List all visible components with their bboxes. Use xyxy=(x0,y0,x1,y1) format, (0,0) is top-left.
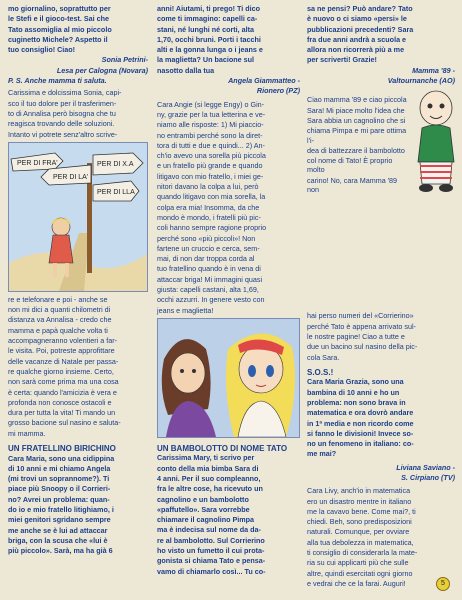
text-line: ma è indecisa sul nome da da- xyxy=(157,525,261,535)
text-line: le nostre pagine! Ciao a tutte e xyxy=(307,331,405,341)
sign-label: PER DI LA' xyxy=(53,173,89,181)
text-line: Intanto vi potrete senz'altro scrive- xyxy=(8,129,118,139)
text-line: ria su cui applicarti più che sulle xyxy=(307,558,409,568)
text-line: chiamare il cagnolino Pimpa xyxy=(157,515,255,525)
text-line: fra le altre cose, ha ricevuto un xyxy=(157,484,263,494)
text-line: ho visto un fumetto il cui prota- xyxy=(157,546,265,556)
text-line: mo giornalino, soprattutto per xyxy=(8,4,111,13)
text-line: 4 anni. Per il suo compleanno, xyxy=(157,474,261,483)
text-line: mi mamma. xyxy=(8,428,46,438)
sign-label: PER DI LLA xyxy=(97,188,135,196)
signature-name: Mamma '89 - xyxy=(412,65,455,75)
text-line: conto della mia bimba Sara di xyxy=(157,463,259,473)
text-line: pubblicazioni precedenti? Sara xyxy=(307,24,414,34)
text-line: jeans e maglietta! xyxy=(157,305,214,315)
reply-mamma89 xyxy=(307,95,407,194)
text-line: Carissima Mary, ti scrivo per xyxy=(157,453,255,463)
text-line: più piccolo». Sarà, ma ha già 6 xyxy=(8,546,113,556)
text-line: niamo alle risposte: 1) Mi piaccio- xyxy=(157,120,264,130)
text-line: reagisca trovando delle soluzioni. xyxy=(8,119,115,129)
text-line: sa ne pensi? Può andare? Tato xyxy=(307,4,413,13)
text-line: tora di tutti e due e quindi... 2) An- xyxy=(157,140,265,150)
text-line: Sara abbia un cagnolino che si xyxy=(307,115,406,125)
text-line: profonda non conosce ostacoli e xyxy=(8,397,112,407)
text-line: ny, grazie per la tua letterina e ve- xyxy=(157,109,266,119)
letter-angela xyxy=(8,454,148,556)
sign-label: PER DI FRA' xyxy=(17,159,58,167)
text-line: ch'io avevo una sorella più piccola xyxy=(157,151,266,161)
text-line: dea di battezzare il bambolotto xyxy=(307,145,405,155)
text-line: di 10 anni e mi chiamo Angela xyxy=(8,463,111,473)
text-line: e vedrai che ce la farai. Auguri! xyxy=(307,578,406,588)
signature-name: Liviana Saviano - xyxy=(396,462,455,472)
text-line: quando litigavo con mia sorella, la xyxy=(157,192,266,202)
signature-place: Lesa per Calogna (Novara) xyxy=(56,65,148,75)
reply-sonia xyxy=(8,88,148,138)
text-line: chiama Pimpa e mi pare ottima l'i- xyxy=(307,126,407,145)
text-line: mai, di non dar troppa corda al xyxy=(157,254,255,264)
text-line: Carissima e dolcissima Sonia, capi- xyxy=(8,88,122,98)
text-line: stani, né lunghi né corti, alta xyxy=(157,24,255,34)
reply-liviana xyxy=(307,486,455,588)
text-line: Cara Livy, anch'io in matematica xyxy=(307,486,411,496)
text-line: re al bambolotto. Sul Corrierino xyxy=(157,535,265,545)
column-2 xyxy=(157,4,300,577)
text-line: tuo consiglio! Ciao! xyxy=(8,45,76,55)
text-line: distanza va Annalisa - credo che xyxy=(8,315,112,325)
text-line: altre, quindi esercitati ogni giorno xyxy=(307,568,413,578)
text-line: Cara Maria Grazia, sono una xyxy=(307,377,404,387)
text-line: piace più Snoopy o il Corrieri- xyxy=(8,484,111,494)
text-line: delle vacanze di Natale per passa- xyxy=(8,356,119,366)
text-line: cagnolino e un bambolotto xyxy=(157,494,249,504)
text-line: me anche se è lui ad attaccar xyxy=(8,525,108,535)
text-line: litigavo con mio fratello, i miei ge- xyxy=(157,171,264,181)
text-line: fartene un cruccio e cerca, sem- xyxy=(157,243,260,253)
text-line: fra due anni andrà a scuola e xyxy=(307,34,407,44)
text-line: bambina di 10 anni e ho un xyxy=(307,387,400,397)
text-line: ti consiglio di considerarla la mate- xyxy=(307,548,418,558)
text-line: hai perso numeri del «Corrierino» xyxy=(307,311,414,321)
signature-place: Valtournanche (AO) xyxy=(387,76,455,86)
tato-character-illustration xyxy=(412,88,460,194)
text-line: naturali. Comunque, per ovviare xyxy=(307,527,410,537)
text-line: è certa: quando l'amicizia è vera e xyxy=(8,387,117,397)
text-line: gonista si chiama Tato e pensa- xyxy=(157,556,266,566)
text-line: cola Sara. xyxy=(307,352,340,362)
text-line: nasotto dalla tua xyxy=(157,65,215,75)
text-line: anni! Aiutami, ti prego! Ti dico xyxy=(157,4,261,13)
text-line: attaccar briga! Mi immagini quasi xyxy=(157,274,263,284)
postscript: P. S. Anche mamma ti saluta. xyxy=(8,76,107,86)
text-line: sco il tuo dolore per il trasferimen- xyxy=(8,98,117,108)
text-line: Ciao mamma '89 e ciao piccola xyxy=(307,95,407,105)
text-line: briga, con la scusa che «lui è xyxy=(8,535,108,545)
letter-mamma89-continued xyxy=(307,4,455,65)
letter-angela-continued xyxy=(157,4,300,75)
text-line: problema: non sono brava in xyxy=(307,397,406,407)
text-line: vamo di chiamarlo così... Tu co- xyxy=(157,566,266,576)
signpost-illustration xyxy=(8,142,148,292)
text-line: accompagneranno volentieri a far- xyxy=(8,336,118,346)
text-line: grosso bacione sul nasino e saluta- xyxy=(8,418,121,428)
signature-place: Rionero (PZ) xyxy=(256,86,300,96)
text-line: due un bacino sul nasino della pic- xyxy=(307,342,418,352)
text-line: to di Annalisa però bisogna che tu xyxy=(8,108,116,118)
text-line: no? Avrei un problema: quan- xyxy=(8,494,110,504)
sign-label: PER DI X.A xyxy=(97,160,134,168)
text-line: ero un disastro mentre in italiano xyxy=(307,496,412,506)
text-line: carino! No, cara Mamma '89 non xyxy=(307,175,398,195)
heading-sos: S.O.S.! xyxy=(307,367,334,377)
text-line: dura per tutta la vita! Ti mando un xyxy=(8,408,116,418)
girls-illustration xyxy=(157,318,300,438)
text-line: è nuovo o ci siamo «persi» le xyxy=(307,14,407,24)
text-line: no entrambi perché sono la diret- xyxy=(157,130,263,140)
text-line: si fanno le divisioni! Invece so- xyxy=(307,428,414,438)
text-line: no un fenomeno in italiano: co- xyxy=(307,439,414,449)
text-line: alti e la gonna lunga o i jeans e xyxy=(157,45,263,55)
text-line: «paffutello». Sara vorrebbe xyxy=(157,504,250,514)
text-line: non mi dici a quanti chilometri di xyxy=(8,305,111,315)
text-line: 1,70, occhi bruni. Porti i tacchi xyxy=(157,34,261,44)
comic-spacer xyxy=(307,195,455,311)
text-line: come ti immagino: capelli ca- xyxy=(157,14,258,24)
signature-name: Sonia Petrini- xyxy=(101,55,148,65)
text-line: nitori davano la colpa a lui, però xyxy=(157,182,259,192)
text-line: (mi trovi un soprannome?). Ti xyxy=(8,474,110,484)
text-line: mamma e papà qualche volta ti xyxy=(8,325,108,335)
text-line: e un fratello più grande e quando xyxy=(157,161,263,171)
text-line: cuginetto Michele? Aspetto il xyxy=(8,34,108,44)
letter-mamma89 xyxy=(157,453,300,576)
text-line: me mai? xyxy=(307,449,337,459)
text-line: non sarà come prima ma una cosa xyxy=(8,377,119,387)
text-line: per scriverti! Grazie! xyxy=(307,55,377,65)
text-line: tuo fratellino quando è in vena di xyxy=(157,264,261,274)
text-line: Tato assomiglia al mio piccolo xyxy=(8,24,112,34)
text-line: in 1ª media e non ricordo come xyxy=(307,418,414,428)
text-line: alla tua debolezza in matematica, xyxy=(307,537,414,547)
text-line: Cara Angie (si legge Engy) o Gin- xyxy=(157,99,265,109)
text-line: giusta: capelli castani, alta 1,69, xyxy=(157,285,259,295)
text-line: me la cavavo bene. Come mai?, ti xyxy=(307,506,416,516)
text-line: coli hanno sempre ragione proprio xyxy=(157,223,267,233)
text-line: perché sono «più piccoli»! Non xyxy=(157,233,256,243)
text-line: la maglietta? Un bacione sul xyxy=(157,55,255,65)
signature-place: S. Cirpiano (TV) xyxy=(401,473,455,482)
text-line: matematica e ora dovrò andare xyxy=(307,408,414,418)
text-line: col nome di Tato! È proprio molto xyxy=(307,156,393,175)
column-1 xyxy=(8,4,148,556)
text-line: do io e mio fratello litighiamo, i xyxy=(8,505,114,514)
reply-mamma89-continued xyxy=(307,311,455,361)
page-number-badge: 5 xyxy=(436,577,450,591)
text-line: le Stefi e il gioco-test. Sai che xyxy=(8,14,110,24)
text-line: allora non ricorrerà più a me xyxy=(307,45,405,55)
text-line: le visita. Poi, potreste approfittare xyxy=(8,346,115,356)
reply-angela xyxy=(157,100,300,315)
heading-fratellino: UN FRATELLINO BIRICHINO xyxy=(8,444,116,454)
letter-sonia-end xyxy=(8,4,148,54)
text-line: Sara! Mi piace molto l'idea che xyxy=(307,105,405,115)
text-line: occhi azzurri. In genere vesto con xyxy=(157,295,265,305)
text-line: perché Tato è appena arrivato sul- xyxy=(307,321,416,331)
signature-name: Angela Giammatteo - xyxy=(228,76,300,86)
heading-bambolotto: UN BAMBOLOTTO DI NOME TATO xyxy=(157,443,288,453)
text-line: re e telefonare e poi - anche se xyxy=(8,294,108,304)
text-line: Cara Maria, sono una cidippina xyxy=(8,453,115,463)
text-line: chiedi. Beh, sono predisposizioni xyxy=(307,517,412,527)
text-line: colpa era mia! Insomma, da che xyxy=(157,202,260,212)
text-line: mondo è mondo, i fratelli più pic- xyxy=(157,212,261,222)
text-line: re qualche giorno insieme. Certo, xyxy=(8,366,114,376)
reply-sonia-continued xyxy=(8,295,148,438)
letter-liviana xyxy=(307,377,455,458)
text-line: miei genitori sgridano sempre xyxy=(8,515,111,525)
